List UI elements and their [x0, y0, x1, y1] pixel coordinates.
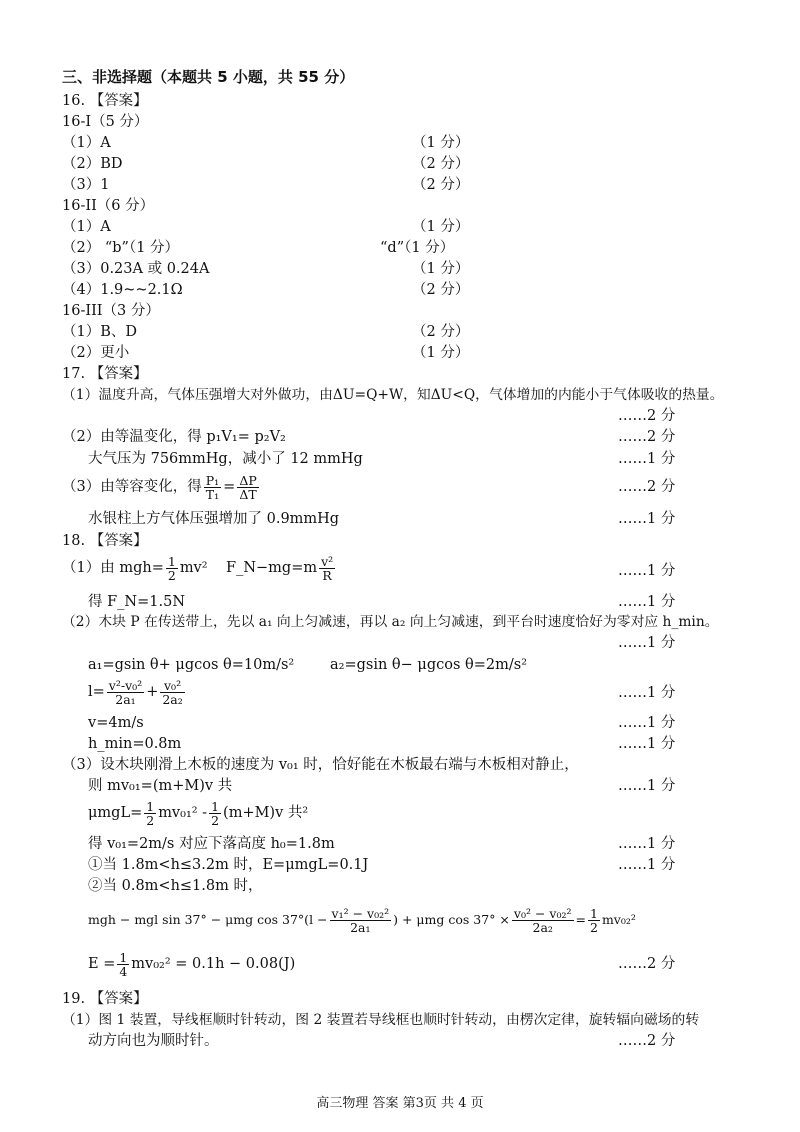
fraction-numerator: v₁² − v₀₂² [331, 906, 390, 921]
q19-line-1: （1）图 1 装置，导线框顺时针转动，图 2 装置若导线框也顺时针转动，由楞次定律，旋转辐向磁场的转 [62, 1012, 700, 1028]
fraction-numerator: 1 [167, 553, 176, 569]
q18-score-9: ……1 分 [618, 778, 676, 794]
q16-p3-score-2: （1 分） [412, 345, 470, 361]
fraction-half-a [144, 800, 156, 827]
q16-part2-heading: 16-II（6 分） [62, 198, 155, 214]
q18-score-6: ……1 分 [618, 715, 676, 731]
q18-line-15 [88, 948, 295, 980]
fraction-denominator: 2a₁ [350, 920, 371, 935]
q19-line-2: 动方向也为顺时针。 [88, 1033, 219, 1049]
section-title: 三、非选择题（本题共 5 小题，共 55 分） [62, 68, 355, 86]
q18-l14-b: ) + μmg cos 37° × [393, 912, 510, 927]
q18-line-2: 得 F_N=1.5N [88, 594, 186, 610]
q16-p2-item-2: （2） “b”（1 分） [62, 240, 180, 256]
q18-l14-a: mgh − mgl sin 37° − μmg cos 37°(l − [88, 912, 328, 927]
q17-line-1: （1）温度升高，气体压强增大对外做功，由ΔU=Q+W，知ΔU<Q，气体增加的内能小于气体吸收的热量。 [62, 387, 724, 403]
page-footer: 高三物理 答案 第3页 共 4 页 [316, 1096, 484, 1111]
equals-sign: = [575, 912, 586, 927]
fraction-denominator: 2a₂ [532, 920, 553, 935]
equals-sign: = [223, 479, 236, 495]
q16-p2-item-1: （1）A [62, 219, 111, 235]
fraction-denominator: T₁ [205, 486, 220, 502]
fraction-numerator: v₀² [160, 679, 184, 693]
q16-p1-score-2: （2 分） [412, 156, 470, 172]
fraction-half [166, 555, 178, 582]
fraction-l-part2 [160, 679, 184, 706]
fraction-numerator: 1 [590, 906, 598, 921]
q16-part1-heading: 16-I（5 分） [62, 114, 149, 130]
q18-score-5: ……1 分 [618, 685, 676, 701]
q18-l10-mid: mv₀₁² - [158, 805, 208, 821]
q16-p2-item-3: （3）0.23A 或 0.24A [62, 261, 210, 277]
q17-line-3: 大气压为 756mmHg，减小了 12 mmHg [88, 451, 363, 467]
q18-line-6: v=4m/s [88, 715, 144, 731]
q18-line-12: ①当 1.8m<h≤3.2m 时，E=μmgL=0.1J [88, 857, 369, 873]
fraction-half-b [209, 800, 221, 827]
q18-line-1 [62, 553, 337, 583]
fraction-denominator: ΔT [239, 486, 257, 502]
q18-score-3: ……1 分 [618, 635, 676, 651]
q19-score-2: ……2 分 [618, 1033, 676, 1049]
q17-score-2: ……2 分 [618, 429, 676, 445]
fraction-half-c [588, 907, 600, 934]
q17-score-5: ……1 分 [618, 511, 676, 527]
q18-line-4b: a₂=gsin θ− μgcos θ=2m/s² [330, 657, 528, 673]
q16-p2-score-1: （1 分） [412, 219, 470, 235]
q18-line-13: ②当 0.8m<h≤1.8m 时， [88, 878, 263, 894]
fraction-numerator: v² [321, 553, 334, 569]
fraction-dp-dt [237, 474, 258, 501]
q18-l15-end: mv₀₂² = 0.1h − 0.08(J) [131, 956, 296, 972]
q18-line-11: 得 v₀₁=2m/s 对应下落高度 h₀=1.8m [88, 836, 335, 852]
q18-line-4a: a₁=gsin θ+ μgcos θ=10m/s² [88, 657, 295, 673]
q18-score-12: ……1 分 [618, 857, 676, 873]
fraction-numerator: ΔP [239, 472, 257, 488]
q16-p1-score-1: （1 分） [412, 135, 470, 151]
q18-line-8: （3）设木块刚滑上木板的速度为 v₀₁ 时，恰好能在木板最右端与木板相对静止， [62, 757, 579, 773]
q18-score-2: ……1 分 [618, 594, 676, 610]
fraction-denominator: 2 [167, 567, 176, 583]
q19-heading: 19. 【答案】 [62, 991, 148, 1007]
fraction-numerator: 1 [211, 798, 220, 814]
q18-score-1: ……1 分 [618, 563, 676, 579]
q16-p3-item-2: （2）更小 [62, 345, 130, 361]
q16-p1-score-3: （2 分） [412, 177, 470, 193]
fraction-numerator: 1 [119, 949, 128, 965]
fraction-energy-1 [330, 907, 392, 934]
q18-score-7: ……1 分 [618, 736, 676, 752]
fraction-v2-r [319, 555, 335, 582]
fraction-energy-2 [512, 907, 574, 934]
fraction-denominator: 2 [211, 812, 220, 828]
q18-line-9: 则 mv₀₁=(m+M)v 共 [88, 778, 233, 794]
q17-score-4: ……2 分 [618, 479, 676, 495]
fraction-denominator: 2 [146, 812, 155, 828]
fraction-denominator: 4 [119, 963, 128, 979]
q18-line-3: （2）木块 P 在传送带上，先以 a₁ 向上匀减速，再以 a₂ 向上匀减速，到平台时速度恰好为零对应 h_min。 [62, 614, 719, 630]
q18-l1-mid: F_N−mg=m [226, 560, 318, 576]
q18-line-7: h_min=0.8m [88, 736, 182, 752]
q16-p2-score-3: （1 分） [412, 261, 470, 277]
q18-l15-prefix: E = [88, 956, 116, 972]
q16-p2-score-4: （2 分） [412, 282, 470, 298]
q16-p1-item-1: （1）A [62, 135, 111, 151]
q16-heading: 16. 【答案】 [62, 93, 148, 109]
q17-line-5: 水银柱上方气体压强增加了 0.9mmHg [88, 511, 340, 527]
q16-p2-item-2-d: “d”（1 分） [380, 240, 455, 256]
fraction-l-part1 [107, 679, 144, 706]
fraction-numerator: 1 [146, 798, 155, 814]
q17-heading: 17. 【答案】 [62, 366, 148, 382]
q17-score-3: ……1 分 [618, 451, 676, 467]
plus-sign: + [146, 684, 159, 700]
fraction-denominator: R [322, 567, 332, 583]
fraction-p1-t1 [204, 474, 221, 501]
q18-l1-mv2: mv² [179, 560, 208, 576]
q17-line-4-prefix: （3）由等容变化，得 [62, 479, 202, 495]
fraction-denominator: 2a₁ [115, 691, 136, 707]
q16-p3-item-1: （1）B、D [62, 324, 138, 340]
q18-l10-prefix: μmgL= [88, 805, 143, 821]
q18-l10-end: (m+M)v 共² [223, 805, 309, 821]
q18-score-11: ……1 分 [618, 836, 676, 852]
q17-line-4 [62, 472, 261, 502]
q18-l14-end: mv₀₂² [601, 912, 636, 927]
q18-line-5 [88, 676, 187, 708]
fraction-denominator: 2a₂ [162, 691, 183, 707]
q17-score-1: ……2 分 [618, 408, 676, 424]
q18-score-15: ……2 分 [618, 956, 676, 972]
q16-p1-item-2: （2）BD [62, 156, 123, 172]
fraction-numerator: v₀² − v₀₂² [513, 906, 572, 921]
fraction-quarter [117, 951, 129, 978]
q18-line-10 [88, 797, 308, 829]
q17-line-2: （2）由等温变化，得 p₁V₁= p₂V₂ [62, 429, 286, 445]
q18-l5-prefix: l= [88, 684, 105, 700]
q16-part3-heading: 16-III（3 分） [62, 303, 160, 319]
fraction-numerator: P₁ [205, 472, 220, 488]
q16-p3-score-1: （2 分） [412, 324, 470, 340]
q16-p1-item-3: （3）1 [62, 177, 110, 193]
q18-heading: 18. 【答案】 [62, 533, 148, 549]
fraction-denominator: 2 [590, 920, 598, 935]
fraction-numerator: v²-v₀² [108, 677, 143, 693]
q16-p2-item-4: （4）1.9~~2.1Ω [62, 282, 183, 298]
q18-l1-prefix: （1）由 mgh= [62, 560, 164, 576]
q18-line-14 [88, 902, 636, 938]
